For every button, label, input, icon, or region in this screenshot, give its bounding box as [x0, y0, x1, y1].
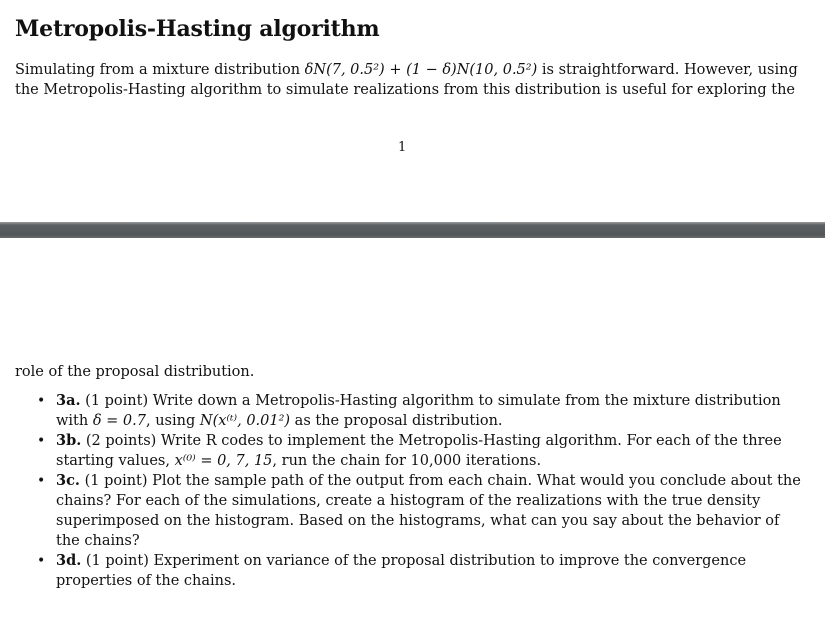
- item-label: 3b.: [56, 432, 82, 449]
- bullet-icon: •: [37, 553, 46, 569]
- item-text: as the proposal distribution.: [290, 413, 503, 429]
- intro-paragraph: [15, 60, 805, 100]
- page-1: [0, 0, 825, 222]
- intro-text: Simulating from a mixture distribution: [15, 62, 305, 78]
- item-text: (1 point) Plot the sample path of the output from each chain. What would you conclude about the chains? For each of the simulations, create a histogram of the realizations with the true density superimposed on the histogram. Based on the histograms, what can you say about the behavior of the chains?: [56, 473, 801, 549]
- item-label: 3a.: [56, 392, 81, 409]
- list-item: [0, 471, 801, 551]
- item-math: N(x⁽ᵗ⁾, 0.01²): [199, 413, 291, 429]
- item-label: 3d.: [56, 552, 82, 569]
- continuation-text: role of the proposal distribution.: [15, 364, 255, 380]
- bullet-icon: •: [37, 433, 46, 449]
- list-item: [0, 431, 801, 471]
- item-text: (2 points) Write R codes to implement the Metropolis-Hasting algorithm. For each of the three starting values,: [56, 433, 782, 469]
- mixture-formula: δN(7, 0.5²) + (1 − δ)N(10, 0.5²): [304, 62, 538, 78]
- question-list: [0, 391, 825, 591]
- bullet-icon: •: [37, 473, 46, 489]
- list-item: [0, 391, 801, 431]
- item-text: , using: [146, 413, 200, 429]
- intro-text: the Metropolis-Hasting algorithm to simulate realizations from this distribution is useful for exploring the: [15, 82, 795, 98]
- list-item: [0, 551, 801, 591]
- intro-text: is straightforward. However, using: [537, 62, 798, 78]
- item-text: (1 point) Experiment on variance of the proposal distribution to improve the convergence properties of the chains.: [56, 553, 747, 589]
- item-math: δ = 0.7: [92, 413, 146, 429]
- item-text: , run the chain for 10,000 iterations.: [272, 453, 542, 469]
- bullet-icon: •: [37, 393, 46, 409]
- page-number: 1: [398, 140, 407, 155]
- item-math: x⁽⁰⁾ = 0, 7, 15: [174, 453, 273, 469]
- item-label: 3c.: [56, 472, 80, 489]
- page-separator: [0, 222, 825, 238]
- section-title: Metropolis-Hasting algorithm: [15, 16, 380, 42]
- item-text: (1 point) Write down a Metropolis-Hasting algorithm to simulate from the mixture distribution with: [56, 393, 781, 429]
